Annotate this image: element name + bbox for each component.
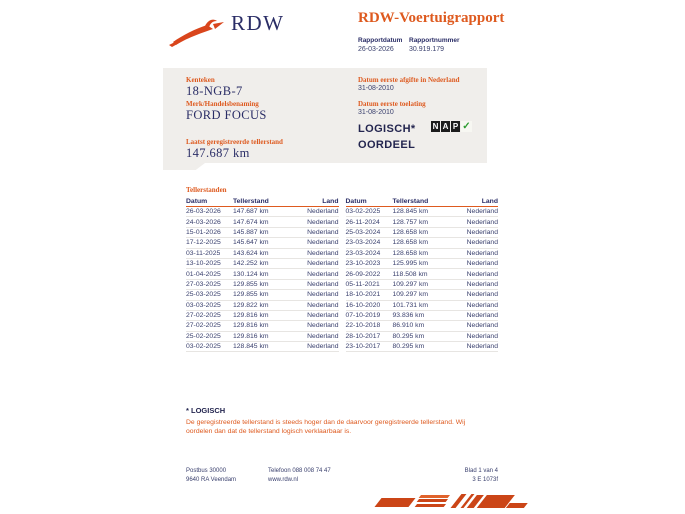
row-tellerstand: 128.658 km <box>392 249 429 257</box>
table-row <box>346 280 499 290</box>
row-land: Nederland <box>466 260 498 268</box>
nap-letter-a: A <box>442 122 449 131</box>
report-number-label: Rapportnummer <box>409 37 460 44</box>
col-datum: Datum <box>186 198 208 205</box>
row-datum: 23-03-2024 <box>345 249 381 257</box>
nap-letter-p: P <box>452 122 459 131</box>
row-land: Nederland <box>466 312 498 320</box>
eerste-toelating-value: 31-08-2010 <box>358 109 394 116</box>
footer-address-line2: 9640 RA Veendam <box>186 477 237 483</box>
row-tellerstand: 86.910 km <box>392 322 425 330</box>
table-group-right <box>346 197 499 352</box>
row-tellerstand: 143.624 km <box>233 249 269 257</box>
row-land: Nederland <box>466 270 498 278</box>
footer-website: www.rdw.nl <box>268 477 299 483</box>
tellerstanden-section <box>186 186 498 352</box>
table-row <box>186 280 339 290</box>
table-row <box>346 259 499 269</box>
footer-address-line1: Postbus 30000 <box>186 468 227 474</box>
row-tellerstand: 129.816 km <box>233 322 269 330</box>
footer-page-number: Blad 1 van 4 <box>464 468 498 474</box>
row-tellerstand: 128.845 km <box>233 343 269 351</box>
eerste-toelating-label: Datum eerste toelating <box>358 100 426 108</box>
row-datum: 27-02-2025 <box>186 312 221 320</box>
row-datum: 27-02-2025 <box>186 322 221 330</box>
row-land: Nederland <box>466 208 498 216</box>
table-row <box>186 259 339 269</box>
row-land: Nederland <box>307 343 339 351</box>
footer-page-info <box>465 467 498 485</box>
footer-contact <box>268 467 331 485</box>
report-date-label: Rapportdatum <box>358 37 403 44</box>
row-datum: 17-12-2025 <box>186 239 221 247</box>
row-datum: 16-10-2020 <box>345 301 381 309</box>
row-datum: 13-10-2025 <box>186 260 221 268</box>
logisch-footnote <box>186 406 486 436</box>
table-row <box>346 249 499 259</box>
table-row <box>346 342 499 352</box>
footnote-text: De geregistreerde tellerstand is steeds hoger dan de daarvoor geregistreerde tellerstand. Wij oordelen dan dat de tellerstand logisch verklaarbaar is. <box>186 419 466 435</box>
table-row <box>186 332 339 342</box>
row-tellerstand: 128.757 km <box>392 218 429 226</box>
page-title: RDW-Voertuigrapport <box>358 10 505 26</box>
row-datum: 26-03-2026 <box>186 208 221 216</box>
row-land: Nederland <box>307 208 339 216</box>
table-title: Tellerstanden <box>186 186 227 194</box>
row-land: Nederland <box>466 332 498 340</box>
row-tellerstand: 129.855 km <box>233 280 269 288</box>
row-tellerstand: 118.508 km <box>392 270 428 278</box>
oordeel-line1: LOGISCH* <box>358 123 416 135</box>
table-row <box>186 228 339 238</box>
row-tellerstand: 109.297 km <box>392 280 429 288</box>
row-tellerstand: 129.855 km <box>233 291 269 299</box>
row-land: Nederland <box>307 280 339 288</box>
row-tellerstand: 93.836 km <box>392 312 425 320</box>
report-date-value: 26-03-2026 <box>358 46 394 53</box>
row-land: Nederland <box>466 301 498 309</box>
table-row <box>346 238 499 248</box>
row-tellerstand: 80.295 km <box>392 332 425 340</box>
row-tellerstand: 130.124 km <box>233 270 269 278</box>
rdw-logo-icon <box>167 9 227 49</box>
row-land: Nederland <box>307 228 339 236</box>
row-datum: 28-10-2017 <box>345 332 381 340</box>
table-row <box>186 269 339 279</box>
col-land: Land <box>481 198 498 205</box>
table-row <box>186 321 339 331</box>
footer-address <box>186 467 236 485</box>
footnote-title: * LOGISCH <box>186 406 226 415</box>
row-land: Nederland <box>466 239 498 247</box>
row-land: Nederland <box>466 343 498 351</box>
row-land: Nederland <box>466 228 498 236</box>
row-datum: 25-03-2024 <box>345 228 381 236</box>
row-datum: 25-02-2025 <box>186 332 221 340</box>
report-number-value: 30.919.179 <box>409 46 445 53</box>
table-row <box>346 228 499 238</box>
row-datum: 01-04-2025 <box>186 270 221 278</box>
row-tellerstand: 129.822 km <box>233 301 269 309</box>
vehicle-summary-panel <box>163 68 487 163</box>
row-land: Nederland <box>466 249 498 257</box>
table-row <box>346 321 499 331</box>
row-datum: 03-02-2025 <box>186 343 221 351</box>
row-datum: 03-02-2025 <box>345 208 381 216</box>
row-datum: 07-10-2019 <box>345 312 381 320</box>
row-tellerstand: 145.647 km <box>233 239 269 247</box>
col-tellerstand: Tellerstand <box>233 198 269 205</box>
rdw-logo-text: RDW <box>231 11 285 35</box>
row-land: Nederland <box>466 291 498 299</box>
table-row <box>346 207 499 217</box>
laatste-tellerstand-label: Laatst geregistreerde tellerstand <box>186 138 283 146</box>
page-footer <box>186 467 498 485</box>
row-tellerstand: 147.687 km <box>233 208 269 216</box>
eerste-afgifte-value: 31-08-2010 <box>358 85 394 92</box>
merk-label: Merk/Handelsbenaming <box>186 100 259 108</box>
row-tellerstand: 145.887 km <box>233 228 269 236</box>
table-header-row <box>186 197 339 207</box>
row-land: Nederland <box>307 322 339 330</box>
row-land: Nederland <box>466 218 498 226</box>
row-datum: 24-03-2026 <box>186 218 221 226</box>
panel-corner-tab <box>163 163 205 170</box>
row-datum: 18-10-2021 <box>345 291 381 299</box>
table-row <box>186 238 339 248</box>
row-land: Nederland <box>307 270 339 278</box>
col-tellerstand: Tellerstand <box>392 198 429 205</box>
merk-value: FORD FOCUS <box>186 108 267 122</box>
table-row <box>186 311 339 321</box>
row-datum: 23-03-2024 <box>345 239 381 247</box>
row-tellerstand: 125.995 km <box>392 260 429 268</box>
table-row <box>346 332 499 342</box>
row-tellerstand: 128.658 km <box>392 239 429 247</box>
row-tellerstand: 109.297 km <box>392 291 429 299</box>
row-land: Nederland <box>307 291 339 299</box>
row-datum: 23-10-2023 <box>345 260 381 268</box>
row-tellerstand: 129.816 km <box>233 332 269 340</box>
rdw-speed-stripes-graphic <box>372 491 530 513</box>
row-land: Nederland <box>307 301 339 309</box>
table-row <box>186 249 339 259</box>
row-land: Nederland <box>466 280 498 288</box>
row-land: Nederland <box>307 239 339 247</box>
row-tellerstand: 80.295 km <box>392 343 425 351</box>
row-datum: 22-10-2018 <box>345 322 381 330</box>
row-datum: 23-10-2017 <box>345 343 381 351</box>
table-header-row <box>346 197 499 207</box>
row-datum: 05-11-2021 <box>345 280 380 288</box>
row-datum: 25-03-2025 <box>186 291 221 299</box>
laatste-tellerstand-value: 147.687 km <box>186 146 250 160</box>
footer-form-code: 3 E 1073f <box>472 477 498 483</box>
row-datum: 03-11-2025 <box>186 249 221 257</box>
col-datum: Datum <box>345 198 367 205</box>
row-tellerstand: 147.674 km <box>233 218 269 226</box>
oordeel-line2: OORDEEL <box>358 139 416 151</box>
eerste-afgifte-label: Datum eerste afgifte in Nederland <box>358 76 460 84</box>
kenteken-label: Kenteken <box>186 76 215 84</box>
row-datum: 15-01-2026 <box>186 228 221 236</box>
table-row <box>346 301 499 311</box>
kenteken-value: 18-NGB-7 <box>186 84 243 98</box>
table-row <box>186 217 339 227</box>
row-land: Nederland <box>307 249 339 257</box>
row-tellerstand: 142.252 km <box>233 260 269 268</box>
row-datum: 26-09-2022 <box>345 270 381 278</box>
col-land: Land <box>322 198 339 205</box>
row-land: Nederland <box>307 218 339 226</box>
row-tellerstand: 101.731 km <box>392 301 429 309</box>
row-tellerstand: 129.816 km <box>233 312 269 320</box>
nap-letter-n: N <box>432 122 439 131</box>
table-row <box>186 301 339 311</box>
table-row <box>346 311 499 321</box>
table-row <box>186 207 339 217</box>
row-tellerstand: 128.658 km <box>392 228 429 236</box>
table-row <box>346 217 499 227</box>
row-land: Nederland <box>307 312 339 320</box>
table-row <box>186 290 339 300</box>
row-tellerstand: 128.845 km <box>392 208 429 216</box>
table-row <box>346 290 499 300</box>
nap-check-icon: ✓ <box>462 121 471 132</box>
oordeel-text <box>358 121 416 153</box>
row-land: Nederland <box>466 322 498 330</box>
row-datum: 27-03-2025 <box>186 280 221 288</box>
row-land: Nederland <box>307 332 339 340</box>
table-group-left <box>186 197 339 352</box>
row-datum: 26-11-2024 <box>345 218 380 226</box>
row-datum: 03-03-2025 <box>186 301 221 309</box>
row-land: Nederland <box>307 260 339 268</box>
table-row <box>346 269 499 279</box>
table-row <box>186 342 339 352</box>
footer-phone: Telefoon 088 008 74 47 <box>268 468 331 474</box>
nap-logo <box>431 121 473 139</box>
